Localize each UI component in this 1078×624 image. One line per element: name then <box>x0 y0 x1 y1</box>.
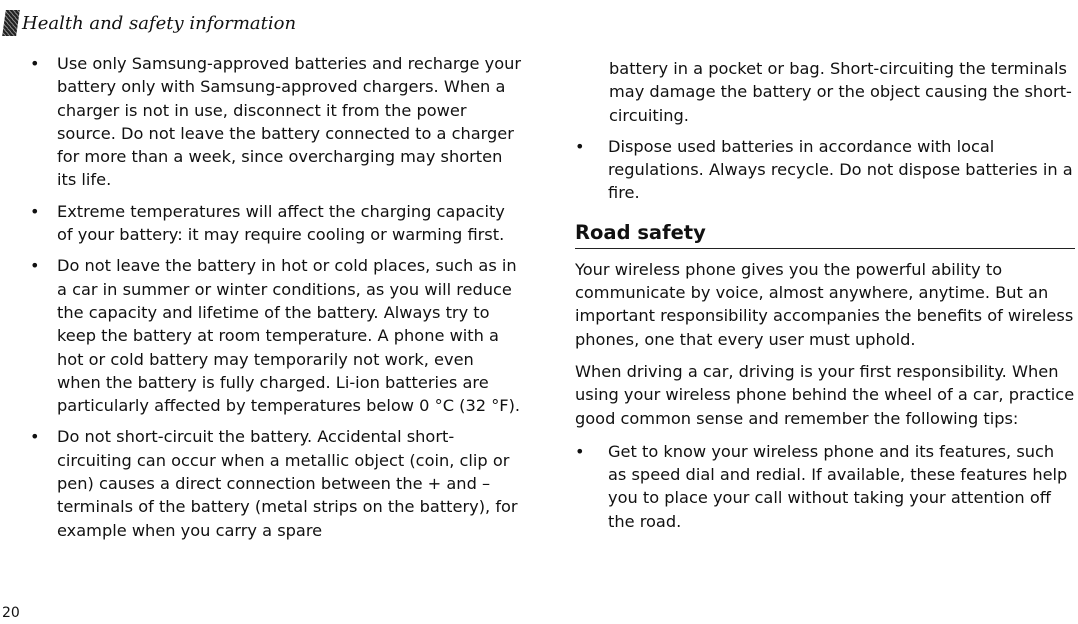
page-number: 20 <box>2 605 20 621</box>
bullet-text: Get to know your wireless phone and its features, such as speed dial and redial. If available, these features help you to place your call without taking your attention off the road. <box>608 441 1068 531</box>
bullet-item <box>575 135 1075 205</box>
bullet-text: Use only Samsung-approved batteries and recharge your battery only with Samsung-approved chargers. When a charger is not in use, disconnect it from the power source. Do not leave the battery connected to a charger for more than a week, since overcharging may shorten its life. <box>57 54 522 190</box>
bullet-text: Do not leave the battery in hot or cold places, such as in a car in summer or winter conditions, as you will reduce the capacity and lifetime of the battery. Always try to keep the battery at room temperature. A phone with a hot or cold battery may temporarily not work, even when the battery is fully charged. Li-ion batteries are particularly affected by temperatures below 0 °C (32 °F). <box>57 256 521 416</box>
disposal-bullet-list <box>575 135 1075 205</box>
bullet-icon: • <box>575 136 585 156</box>
bullet-item <box>575 440 1075 533</box>
header-title: Health and safety information <box>22 12 297 34</box>
bullet-text: Do not short-circuit the battery. Accidental short-circuiting can occur when a metallic object (coin, clip or pen) causes a direct connection between the + and – terminals of the battery (metal strips on the battery), for example when you carry a spare <box>57 427 518 540</box>
bullet-icon: • <box>575 441 585 461</box>
bullet-icon: • <box>30 54 40 73</box>
bullet-icon: • <box>30 201 40 221</box>
bullet-item <box>30 52 522 192</box>
continued-text: battery in a pocket or bag. Short-circuiting the terminals may damage the battery or the object causing the short-circuiting. <box>609 59 1072 125</box>
header-bar-icon <box>2 10 20 36</box>
left-column <box>30 52 522 550</box>
bullet-icon: • <box>30 256 40 276</box>
battery-bullet-list <box>30 52 522 542</box>
page-header <box>4 8 296 38</box>
right-column <box>575 57 1075 541</box>
paragraph: Your wireless phone gives you the powerful ability to communicate by voice, almost anywhere, anytime. But an important responsibility accompanies the benefits of wireless phones, one that every user must uphold. <box>575 259 1074 349</box>
tips-bullet-list <box>575 440 1075 533</box>
bullet-icon: • <box>30 427 40 447</box>
bullet-item <box>30 254 522 417</box>
bullet-item <box>30 200 522 247</box>
bullet-text: Dispose used batteries in accordance with local regulations. Always recycle. Do not dispose batteries in a fire. <box>608 136 1073 203</box>
section-heading-road-safety: Road safety <box>575 221 1075 249</box>
paragraph: When driving a car, driving is your first responsibility. When using your wireless phone behind the wheel of a car, practice good common sense and remember the following tips: <box>575 361 1075 428</box>
bullet-text: Extreme temperatures will affect the charging capacity of your battery: it may require cooling or warming first. <box>57 201 505 245</box>
bullet-item <box>30 425 522 541</box>
